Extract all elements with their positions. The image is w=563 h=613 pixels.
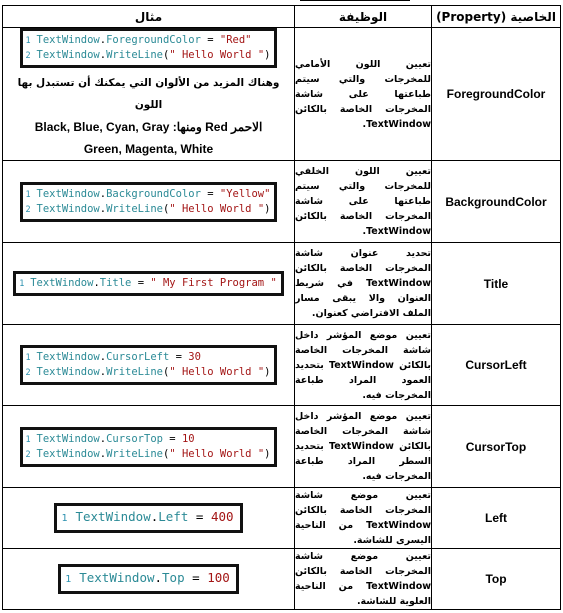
property-cell: CursorTop (432, 406, 561, 488)
properties-table (2, 5, 561, 610)
function-cell: تعيين موضع شاشة المخرجات الخاصة بالكائن TextWindow من الناحية العلوية للشاشة. (295, 549, 432, 610)
code-line: 1 TextWindow.Title = " My First Program " (19, 277, 277, 289)
code-block (54, 503, 242, 533)
function-cell: تحديد عنوان شاشة المخرجات الخاصة بالكائن TextWindow في شريط العنوان والا يبقى مسار الملف الافتراضي كعنوان. (295, 243, 432, 325)
code-block (58, 564, 239, 594)
code-block (13, 271, 284, 296)
example-cell (3, 243, 295, 325)
example-cell (3, 488, 295, 549)
code-block (20, 182, 278, 222)
example-cell (3, 325, 295, 406)
table-row (3, 406, 561, 488)
example-cell (3, 549, 295, 610)
code-line: 1 TextWindow.BackgroundColor = "Yellow" (25, 187, 271, 200)
property-cell: Top (432, 549, 561, 610)
property-cell: ForegroundColor (432, 28, 561, 161)
table-row (3, 325, 561, 406)
code-line: 1 TextWindow.Left = 400 (61, 509, 234, 524)
function-cell: تعيين اللون الخلفي للمخرجات والتي سيتم طباعتها على شاشة المخرجات الخاصة بالكائن TextWindow. (295, 161, 432, 243)
example-cell (3, 28, 295, 161)
property-cell: Left (432, 488, 561, 549)
table-row (3, 28, 561, 161)
header-property: الخاصية (Property) (432, 6, 561, 28)
header-row (3, 6, 561, 28)
function-cell: تعيين اللون الأمامي للمخرجات والتي سيتم طباعتها على شاشة المخرجات الخاصة بالكائن TextWindow. (295, 28, 432, 161)
table-row (3, 243, 561, 325)
code-line: 2 TextWindow.WriteLine(" Hello World ") (25, 366, 271, 378)
function-cell: تعيين موضع شاشة المخرجات الخاصة بالكائن TextWindow من الناحية اليسرى للشاشة. (295, 488, 432, 549)
header-function: الوظيفة (295, 6, 432, 28)
function-cell: تعيين موضع المؤشر داخل شاشة المخرجات الخاصة بالكائن TextWindow بتحديد السطر المراد طباعة المخرجات فيه. (295, 406, 432, 488)
property-cell: BackgroundColor (432, 161, 561, 243)
code-line: 2 TextWindow.WriteLine(" Hello World ") (25, 202, 271, 215)
function-cell: تعيين موضع المؤشر داخل شاشة المخرجات الخاصة بالكائن TextWindow بتحديد العمود المراد طباعة المخرجات فيه. (295, 325, 432, 406)
property-cell: CursorLeft (432, 325, 561, 406)
table-row (3, 488, 561, 549)
code-line: 1 TextWindow.CursorTop = 10 (25, 432, 195, 445)
code-line: 1 TextWindow.Top = 100 (65, 570, 230, 585)
table-row (3, 549, 561, 610)
property-cell: Title (432, 243, 561, 325)
code-line: 2 TextWindow.WriteLine(" Hello World ") (25, 49, 271, 61)
code-block (20, 427, 278, 467)
table-row (3, 161, 561, 243)
code-block (20, 28, 278, 68)
header-example: مثال (3, 6, 295, 28)
code-line: 1 TextWindow.CursorLeft = 30 (25, 351, 201, 363)
example-cell (3, 406, 295, 488)
colors-note: وهناك المزيد من الألوان التي يمكنك أن تستبدل بها اللون الاحمر Red ومنها: Black, Blue, Cyan, Gray Green, Magenta, White (17, 77, 280, 156)
code-block (20, 345, 278, 385)
code-line: 1 TextWindow.ForegroundColor = "Red" (25, 34, 252, 46)
example-cell (3, 161, 295, 243)
code-line: 2 TextWindow.WriteLine(" Hello World ") (25, 447, 271, 460)
